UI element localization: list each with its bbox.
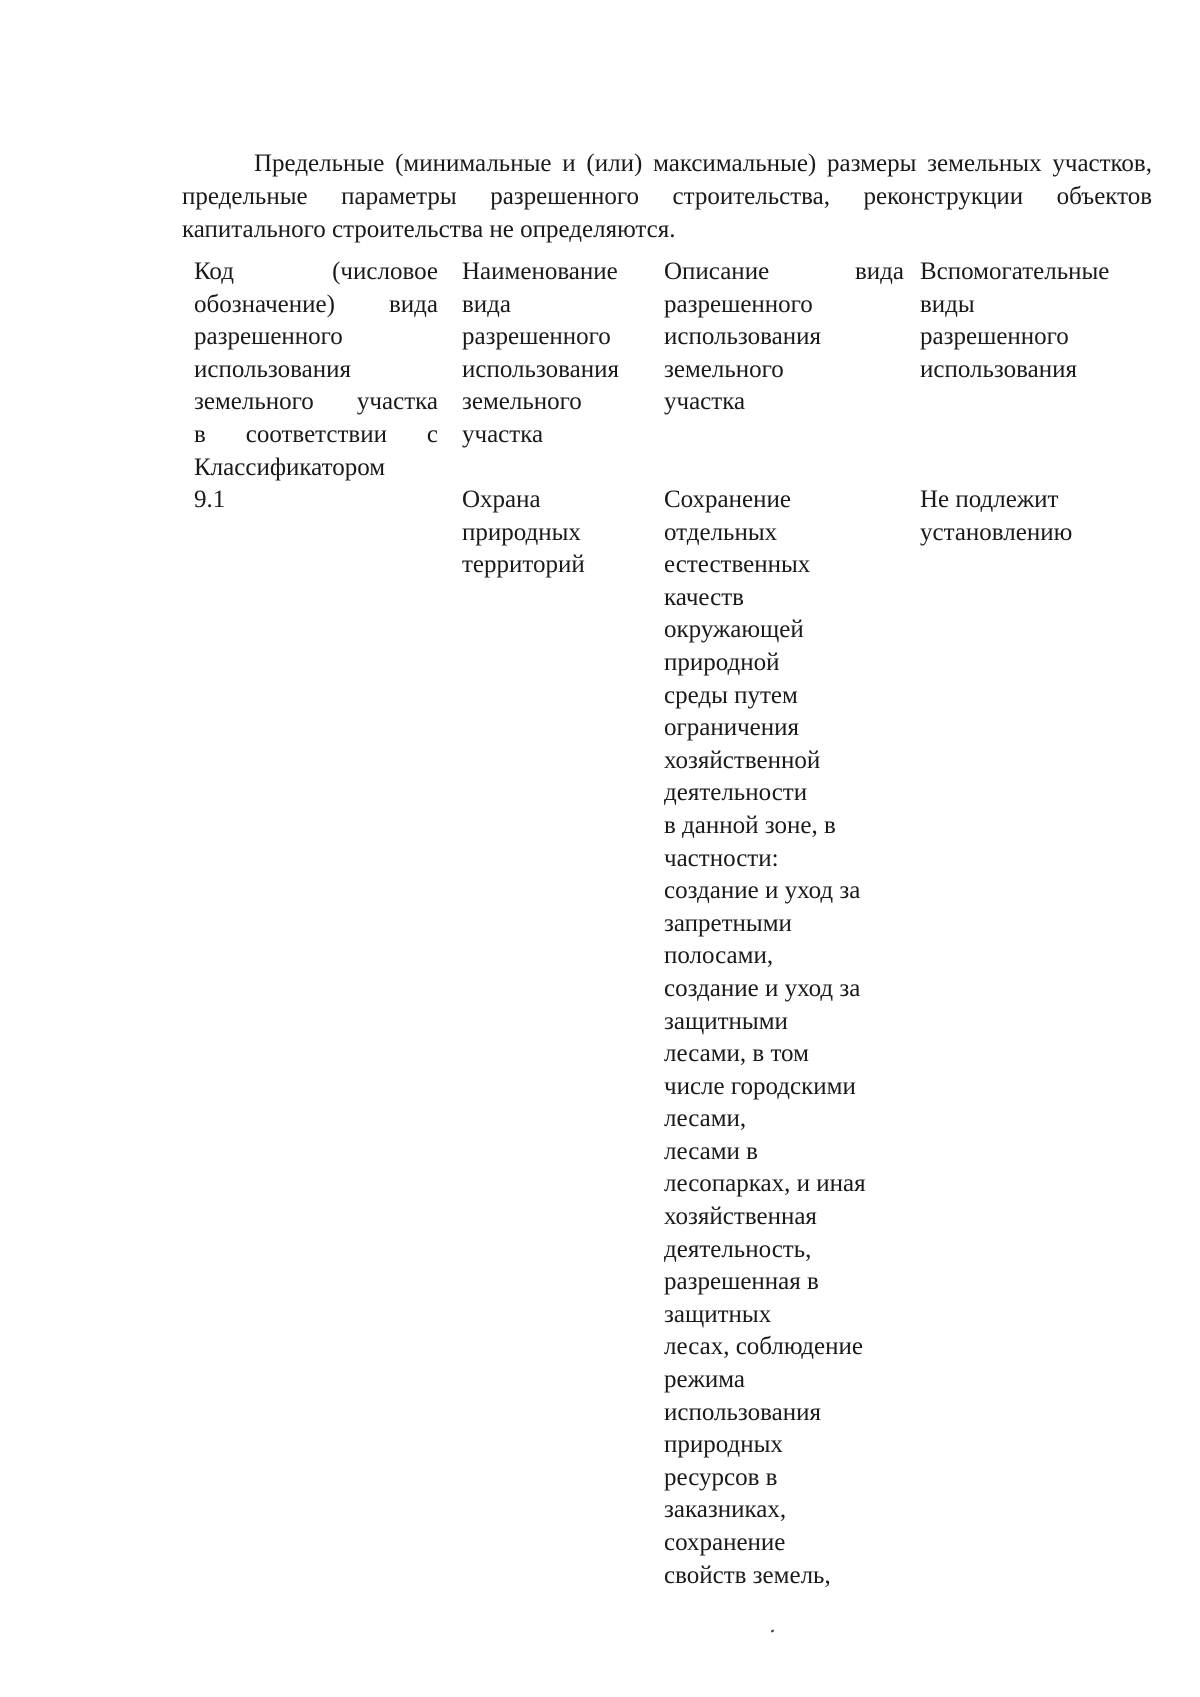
cell-description-line: отдельных: [664, 518, 778, 546]
cell-description-line: естественных: [664, 551, 811, 579]
cell-description-line: лесами,: [664, 1105, 747, 1133]
header-auxiliary-line: разрешенного: [920, 323, 1069, 351]
header-description: [664, 256, 904, 419]
cell-auxiliary: [920, 484, 1160, 549]
cell-description-line: хозяйственная: [664, 1203, 817, 1231]
header-auxiliary-line: использования: [920, 355, 1077, 383]
cell-description-line: качеств: [664, 583, 744, 611]
cell-description-line: лесах, соблюдение: [664, 1333, 863, 1361]
header-name-line: участка: [462, 420, 544, 448]
cell-description-line: частности:: [664, 844, 779, 872]
header-description-line: участка: [664, 388, 746, 416]
header-code-line: обозначение) вида: [194, 290, 438, 318]
cell-name-line: Охрана: [462, 486, 541, 513]
cell-description-line: в данной зоне, в: [664, 811, 836, 839]
cell-description-line: деятельность,: [664, 1235, 812, 1263]
cell-description: [664, 484, 904, 1592]
header-name-line: разрешенного: [462, 323, 611, 351]
cell-description-line: разрешенная в: [664, 1268, 819, 1296]
cell-description-line: ограничения: [664, 714, 800, 742]
cell-description-line: деятельности: [664, 779, 808, 807]
intro-paragraph: Предельные (минимальные и (или) максимальные) размеры земельных участков, предельные параметры разрешенного строительства, реконструкции объектов капитального строительства не определяются.: [182, 150, 1152, 243]
cell-description-line: среды путем: [664, 681, 798, 709]
cell-description-line: природных: [664, 1431, 783, 1459]
header-name-line: Наименование: [462, 258, 618, 285]
header-description-line: использования: [664, 323, 821, 351]
cell-description-line: свойств земель,: [664, 1561, 831, 1589]
cell-description-line: лесопарках, и иная: [664, 1170, 866, 1198]
cell-description-line: окружающей: [664, 616, 804, 644]
cell-auxiliary-line: установлению: [920, 518, 1073, 546]
cell-description-line: хозяйственной: [664, 746, 821, 774]
cell-description-line: Сохранение: [664, 486, 791, 513]
cell-code: [194, 484, 438, 517]
cell-description-line: использования: [664, 1398, 821, 1426]
header-name-line: использования: [462, 355, 619, 383]
cell-description-line: ресурсов в: [664, 1463, 778, 1491]
cell-name-line: территорий: [462, 551, 585, 579]
cell-description-line: режима: [664, 1366, 745, 1394]
cell-name: [462, 484, 650, 582]
cell-description-line: лесами, в том: [664, 1040, 809, 1068]
cell-description-line: сохранение: [664, 1529, 786, 1556]
cell-description-line: числе городскими: [664, 1072, 856, 1100]
cell-description-line: лесами в: [664, 1137, 758, 1165]
header-auxiliary-line: Вспомогательные: [920, 258, 1110, 285]
cell-description-line: создание и уход за: [664, 974, 861, 1002]
header-code-line: использования: [194, 355, 351, 383]
cell-auxiliary-line: Не подлежит: [920, 486, 1059, 513]
header-code-line: земельного участка: [194, 388, 438, 416]
cell-description-line: защитных: [664, 1300, 772, 1328]
header-description-line: земельного: [664, 355, 784, 383]
cell-name-line: природных: [462, 518, 581, 546]
cell-description-line: запретными: [664, 909, 792, 937]
cell-description-line: полосами,: [664, 942, 774, 970]
cell-description-line: создание и уход за: [664, 877, 861, 905]
header-auxiliary: [920, 256, 1160, 386]
header-description-line: разрешенного: [664, 290, 813, 318]
cell-description-line: заказниках,: [664, 1496, 787, 1524]
cell-description-line: природной: [664, 648, 780, 676]
header-name-line: вида: [462, 290, 511, 318]
header-auxiliary-line: виды: [920, 290, 975, 318]
scan-speck: [771, 1629, 775, 1632]
cell-description-line: защитными: [664, 1007, 788, 1035]
header-name-line: земельного: [462, 388, 582, 416]
cell-code-value: 9.1: [194, 486, 226, 513]
header-code-line: Классификатором: [194, 453, 386, 481]
header-description-line: Описание вида: [664, 258, 904, 285]
header-code: [194, 256, 438, 484]
header-code-line: в соответствии с: [194, 420, 438, 448]
header-code-line: Код (числовое: [194, 258, 438, 285]
header-code-line: разрешенного: [194, 323, 343, 351]
header-name: [462, 256, 650, 452]
